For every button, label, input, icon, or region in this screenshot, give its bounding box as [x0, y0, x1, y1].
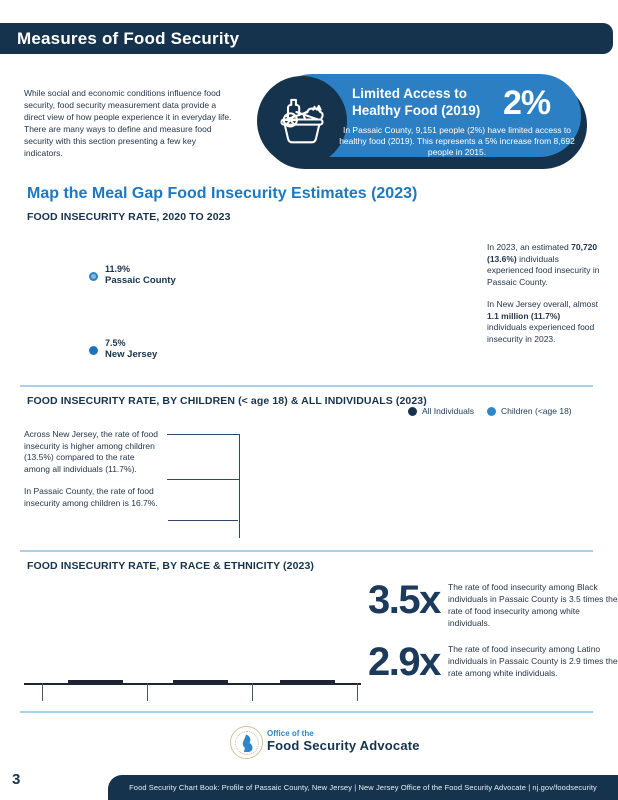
chart-rate-heading: FOOD INSECURITY RATE, 2020 TO 2023 — [27, 211, 231, 223]
chart-children-leader-line — [167, 479, 239, 480]
chart-children-heading: FOOD INSECURITY RATE, BY CHILDREN (< age 18) & ALL INDIVIDUALS (2023) — [27, 395, 427, 407]
section-divider — [20, 385, 593, 387]
all-individuals-dot-icon — [408, 407, 417, 416]
legend-item-all-individuals — [408, 406, 474, 416]
note-new-jersey-2023: In New Jersey overall, almost 1.1 million (11.7%) individuals experienced food insecurity in 2023. — [487, 299, 599, 344]
chart-rate-notes — [487, 242, 601, 345]
passaic-county-data-point — [89, 272, 98, 281]
section-divider — [20, 550, 593, 552]
intro-paragraph: While social and economic conditions influence food security, food security measurement data provide a direct view of how people experience it in everyday life. There are many ways to define and measure food security with this section presenting a few key indicators. — [24, 88, 232, 158]
chart-children-legend — [408, 406, 572, 416]
black-multiplier-value: 3.5x — [368, 578, 440, 622]
note-passaic-2023: In 2023, an estimated 70,720 (13.6%) individuals experienced food insecurity in Passaic County. — [487, 242, 600, 287]
grocery-basket-icon — [274, 91, 330, 152]
new-jersey-label: New Jersey — [105, 349, 158, 360]
new-jersey-value: 7.5% — [105, 338, 126, 348]
badge-stat-value: 2% — [503, 84, 551, 122]
badge-title: Limited Access to Healthy Food (2019) — [352, 86, 481, 118]
section-divider — [20, 711, 593, 713]
nj-state-seal-icon — [230, 726, 263, 759]
chart-race-axis-tick — [42, 683, 43, 701]
chart-race-axis-tick — [357, 683, 358, 701]
footer-text: Food Security Chart Book: Profile of Passaic County, New Jersey | New Jersey Office of the Food Security Advocate | nj.gov/foodsecurity — [129, 783, 597, 792]
chart-race-axis-tick — [147, 683, 148, 701]
logo-food-security-advocate: Food Security Advocate — [267, 738, 420, 753]
limited-access-badge — [255, 74, 587, 170]
children-dot-icon — [487, 407, 496, 416]
new-jersey-data-point — [89, 346, 98, 355]
chart-children-notes — [24, 429, 162, 509]
chart-children-axis-line — [239, 434, 240, 538]
footer-bar — [108, 775, 618, 800]
logo-office-of-the: Office of the — [267, 729, 314, 738]
legend-label: Children (<age 18) — [500, 406, 572, 416]
legend-label: All Individuals — [422, 406, 474, 416]
chart-children-leader-line — [168, 520, 238, 521]
badge-description: In Passaic County, 9,151 people (2%) have limited access to healthy food (2019). This represents a 5% increase from 8,692 people in 2015. — [339, 125, 575, 157]
latino-multiplier-text: The rate of food insecurity among Latino individuals in Passaic County is 2.9 times the rate among white individuals. — [448, 644, 618, 678]
page-number: 3 — [12, 771, 21, 788]
chart-race-axis-line — [24, 683, 361, 685]
passaic-county-label: Passaic County — [105, 275, 176, 286]
note-nj-children: Across New Jersey, the rate of food insecurity is higher among children (13.5%) compared to the rate among all individuals (11.7%). — [24, 429, 159, 474]
chart-children-leader-line — [167, 434, 239, 435]
passaic-county-value: 11.9% — [105, 264, 131, 274]
latino-multiplier-value: 2.9x — [368, 640, 440, 684]
page-title-bar — [0, 23, 613, 54]
note-passaic-children: In Passaic County, the rate of food insecurity among children is 16.7%. — [24, 486, 158, 508]
black-multiplier-text: The rate of food insecurity among Black individuals in Passaic County is 3.5 times the rate of food insecurity among white individuals. — [448, 582, 618, 628]
chart-race-axis-tick — [252, 683, 253, 701]
chart-race-heading: FOOD INSECURITY RATE, BY RACE & ETHNICITY (2023) — [27, 560, 314, 572]
page-title: Measures of Food Security — [17, 29, 240, 48]
legend-item-children — [487, 406, 572, 416]
section-title: Map the Meal Gap Food Insecurity Estimates (2023) — [27, 185, 418, 202]
